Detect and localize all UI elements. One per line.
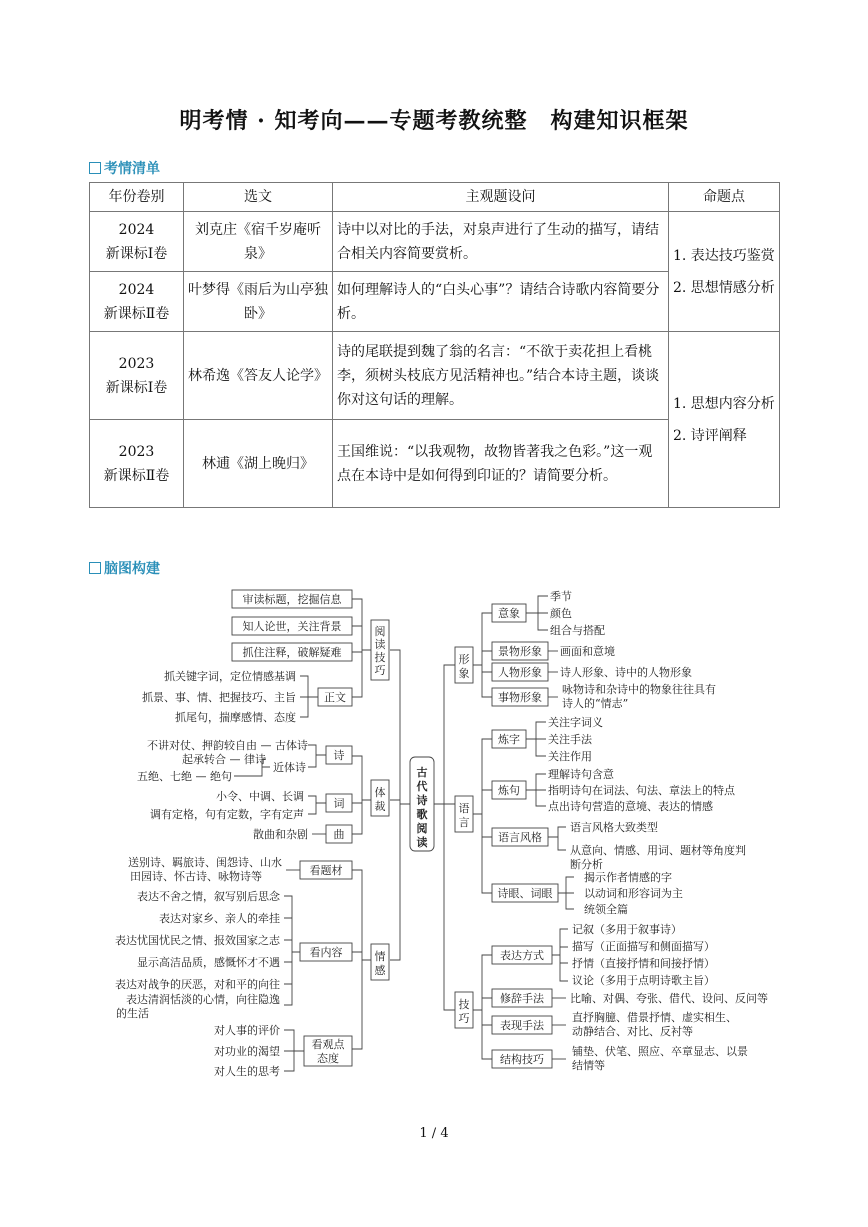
node-renwu: 人物形象	[498, 666, 542, 679]
node-eye: 诗眼、词眼	[497, 887, 553, 900]
node-perf: 表现手法	[500, 1019, 544, 1032]
text-cell: 叶梦得《雨后为山亭独卧》	[184, 272, 333, 332]
lianzi-item: 关注手法	[548, 733, 592, 746]
view-item: 对人生的思考	[214, 1065, 280, 1078]
year: 2023	[118, 355, 155, 372]
label-reading: 阅读技巧	[374, 625, 386, 677]
content-item: 表达清润恬淡的心情，向往隐逸的生活	[116, 993, 280, 1020]
expr-item: 抒情（直接抒情和间接抒情）	[572, 957, 715, 970]
question-cell: 如何理解诗人的“白头心事”？请结合诗歌内容简要分析。	[333, 272, 669, 332]
header-question: 主观题设问	[333, 183, 669, 212]
eye-item: 揭示作者情感的字	[584, 871, 672, 884]
ci-item: 调有定格，句有定数，字有定声	[150, 808, 304, 821]
center-glyph: 代	[416, 780, 428, 793]
node-rhet: 修辞手法	[500, 992, 544, 1005]
node-view: 看观点态度	[311, 1038, 345, 1065]
reading-item: 审读标题，挖掘信息	[242, 593, 342, 606]
yixiang-item: 颜色	[550, 607, 572, 620]
year: 2024	[118, 221, 155, 238]
center-glyph: 古	[416, 766, 428, 779]
node-content: 看内容	[309, 946, 343, 959]
year: 2024	[118, 281, 155, 298]
node-shiwu: 事物形象	[498, 691, 542, 704]
label-genre: 体裁	[374, 786, 386, 813]
text-cell: 林希逸《答友人论学》	[184, 332, 333, 420]
lianzi-item: 关注作用	[548, 750, 592, 763]
renwu-item: 诗人形象、诗中的人物形象	[560, 666, 692, 679]
struct-item: 铺垫、伏笔、照应、卒章显志、以景结情等	[572, 1045, 748, 1072]
node-yixiang: 意象	[498, 607, 520, 620]
label-emotion: 情感	[374, 950, 386, 977]
lianju-item: 指明诗句在词法、句法、章法上的特点	[548, 784, 735, 797]
view-item: 对人事的评价	[214, 1024, 280, 1037]
year: 2023	[118, 443, 155, 460]
lianju-item: 理解诗句含意	[548, 768, 614, 781]
content-item: 显示高洁品质，感慨怀才不遇	[137, 956, 280, 969]
shi-item: 五绝、七绝 — 绝句	[137, 770, 232, 783]
node-style: 语言风格	[498, 831, 542, 844]
eye-item: 统领全篇	[584, 903, 628, 916]
paper: 新课标Ⅰ卷	[105, 245, 168, 262]
qu-item: 散曲和杂剧	[253, 828, 308, 841]
label-skill: 技巧	[458, 998, 470, 1025]
label-language: 语言	[458, 802, 470, 829]
point: 2. 诗评阐释	[673, 427, 747, 444]
paper: 新课标Ⅱ卷	[103, 467, 170, 484]
node-lianzi: 炼字	[498, 733, 520, 746]
node-theme: 看题材	[309, 864, 343, 877]
content-item: 表达对战争的厌恶，对和平的向往	[115, 978, 280, 991]
paper: 新课标Ⅱ卷	[103, 305, 170, 322]
node-zhengwen: 正文	[324, 691, 346, 704]
reading-item: 知人论世，关注背景	[242, 620, 342, 633]
header-points: 命题点	[669, 183, 780, 212]
node-qu: 曲	[333, 828, 345, 841]
node-ci: 词	[333, 797, 345, 810]
paper: 新课标Ⅰ卷	[105, 379, 168, 396]
expr-item: 描写（正面描写和侧面描写）	[572, 940, 715, 953]
shiwu-item: 咏物诗和杂诗中的物象往往具有诗人的“情志”	[562, 683, 716, 710]
label-image: 形象	[458, 653, 470, 680]
expr-item: 记叙（多用于叙事诗）	[572, 923, 682, 936]
view-item: 对功业的渴望	[214, 1045, 280, 1058]
question-cell: 王国维说：“以我观物，故物皆著我之色彩。”这一观点在本诗中是如何得到印证的？请简要分析。	[333, 420, 669, 508]
center-glyph: 诗	[416, 794, 428, 807]
question-cell: 诗的尾联提到魏了翁的名言：“不欲于卖花担上看桃李，须树头枝底方见活精神也。”结合本诗主题，谈谈你对这句话的理解。	[333, 332, 669, 420]
ci-item: 小令、中调、长调	[216, 790, 304, 803]
shi-item: 不讲对仗、押韵较自由 — 古体诗	[147, 739, 308, 752]
lianju-item: 点出诗句营造的意境、表达的情感	[548, 800, 713, 813]
rhet-item: 比喻、对偶、夸张、借代、设问、反问等	[570, 992, 768, 1005]
eye-item: 以动词和形容词为主	[584, 887, 683, 900]
center-glyph: 读	[416, 836, 428, 849]
style-item: 语言风格大致类型	[570, 821, 658, 834]
node-struct: 结构技巧	[500, 1053, 544, 1066]
page-number: 1 / 4	[419, 1126, 449, 1141]
section-heading-label: 脑图构建	[104, 561, 160, 577]
jingwu-item: 画面和意境	[560, 645, 615, 658]
node-shi: 诗	[333, 749, 345, 762]
content-item: 表达忧国忧民之情、报效国家之志	[115, 934, 280, 947]
center-glyph: 阅	[416, 822, 428, 835]
reading-item: 抓住注释，破解疑难	[242, 646, 342, 659]
node-expr: 表达方式	[500, 949, 544, 962]
page-title: 明考情 · 知考向——专题考教统整 构建知识框架	[179, 108, 689, 134]
expr-item: 议论（多用于点明诗歌主旨）	[572, 974, 715, 987]
node-jingwu: 景物形象	[498, 645, 542, 658]
point: 2. 思想情感分析	[673, 279, 775, 296]
point: 1. 思想内容分析	[673, 395, 775, 412]
section-heading-label: 考情清单	[104, 161, 160, 177]
center-glyph: 歌	[416, 808, 428, 821]
question-cell: 诗中以对比的手法，对泉声进行了生动的描写，请结合相关内容简要赏析。	[333, 212, 669, 272]
zw-item: 抓尾句，揣摩感情、态度	[175, 711, 296, 724]
lianzi-item: 关注字词义	[548, 716, 603, 729]
content-item: 表达对家乡、亲人的牵挂	[159, 912, 280, 925]
yixiang-item: 季节	[550, 590, 572, 603]
text-cell: 林逋《湖上晚归》	[184, 420, 333, 508]
header-year: 年份卷别	[90, 183, 184, 212]
zw-item: 抓景、事、情、把握技巧、主旨	[142, 691, 296, 704]
zw-item: 抓关键字词，定位情感基调	[164, 670, 296, 683]
yixiang-item: 组合与搭配	[550, 624, 605, 637]
style-item: 从意向、情感、用词、题材等角度判断分析	[570, 844, 746, 871]
shi-item: 起承转合 — 律诗	[182, 753, 266, 766]
perf-item: 直抒胸臆、借景抒情、虚实相生、动静结合、对比、反衬等	[572, 1011, 737, 1038]
shi-item: 近体诗	[273, 761, 306, 774]
theme-item: 送别诗、羁旅诗、闺怨诗、山水田园诗、怀古诗、咏物诗等	[128, 856, 282, 883]
point: 1. 表达技巧鉴赏	[673, 247, 775, 264]
text-cell: 刘克庄《宿千岁庵听泉》	[184, 212, 333, 272]
node-lianju: 炼句	[498, 784, 520, 797]
header-text: 选文	[184, 183, 333, 212]
content-item: 表达不舍之情，叙写别后思念	[137, 890, 280, 903]
